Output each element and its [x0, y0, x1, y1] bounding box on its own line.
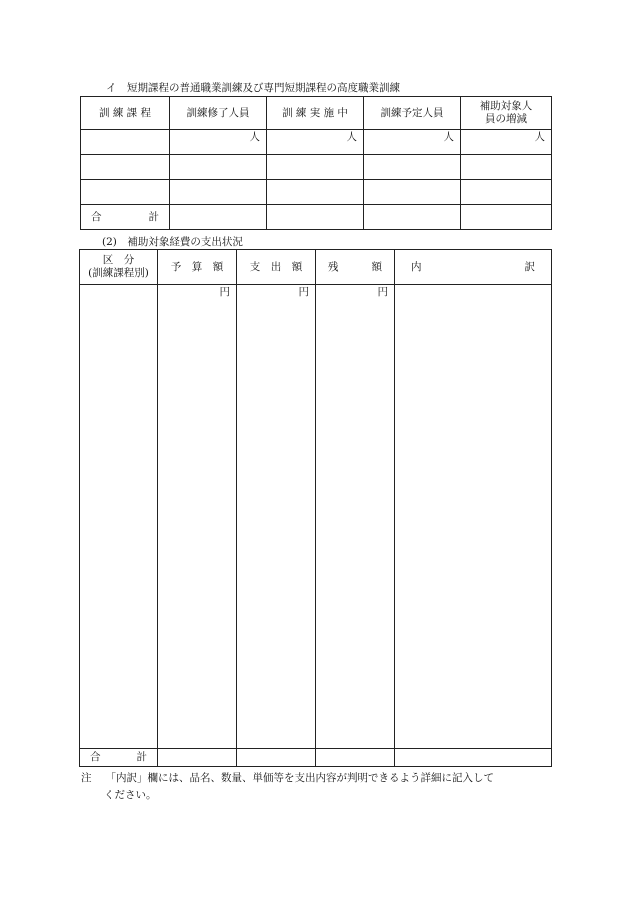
total-label-right: 計 — [136, 751, 147, 763]
change-cell[interactable] — [461, 180, 552, 205]
course-cell[interactable] — [81, 180, 170, 205]
note-label: 注 — [81, 772, 92, 784]
note — [81, 770, 561, 804]
header-kubun-line2: (訓練課程別) — [88, 267, 149, 279]
header-change — [461, 97, 552, 130]
completed-cell[interactable]: 人 — [170, 130, 267, 155]
ongoing-cell[interactable]: 人 — [267, 130, 364, 155]
table-row — [81, 155, 552, 180]
balance-cell[interactable]: 円 — [316, 285, 395, 749]
total-change-cell[interactable] — [461, 205, 552, 230]
total-ongoing-cell[interactable] — [267, 205, 364, 230]
change-cell[interactable] — [461, 155, 552, 180]
planned-cell[interactable] — [364, 155, 461, 180]
completed-cell[interactable] — [170, 155, 267, 180]
total-row — [80, 749, 552, 767]
breakdown-cell[interactable] — [395, 285, 552, 749]
note-line1: 「内訳」欄には、品名、数量、単価等を支出内容が判明できるよう詳細に記入して — [105, 772, 494, 784]
section-i-title: イ 短期課程の普通職業訓練及び専門短期課程の高度職業訓練 — [106, 82, 400, 94]
total-label-right: 計 — [148, 210, 159, 223]
course-cell[interactable] — [81, 155, 170, 180]
planned-cell[interactable] — [364, 180, 461, 205]
planned-cell[interactable]: 人 — [364, 130, 461, 155]
header-ongoing: 訓 練 実 施 中 — [267, 97, 364, 130]
total-row — [81, 205, 552, 230]
total-expense-cell[interactable] — [237, 749, 316, 767]
section-2-title: (2) 補助対象経費の支出状況 — [102, 236, 243, 248]
completed-cell[interactable] — [170, 180, 267, 205]
table-row — [80, 285, 552, 749]
total-balance-cell[interactable] — [316, 749, 395, 767]
header-balance-right: 額 — [371, 260, 382, 273]
header-course: 訓 練 課 程 — [81, 97, 170, 130]
course-cell[interactable] — [81, 130, 170, 155]
header-expense: 支 出 額 — [237, 250, 316, 285]
total-label-left: 合 — [90, 751, 101, 763]
header-kubun-line1: 区 分 — [102, 254, 135, 266]
header-breakdown-right: 訳 — [524, 260, 535, 273]
total-label — [80, 749, 158, 767]
table-row — [81, 130, 552, 155]
header-kubun — [80, 250, 158, 285]
header-planned: 訓練予定人員 — [364, 97, 461, 130]
table-row — [81, 180, 552, 205]
total-breakdown-cell[interactable] — [395, 749, 552, 767]
header-balance — [316, 250, 395, 285]
note-line2: ください。 — [104, 789, 157, 801]
header-breakdown-left: 内 — [411, 260, 422, 273]
header-change-line1: 補助対象人 — [479, 100, 533, 112]
ongoing-cell[interactable] — [267, 180, 364, 205]
expense-status-table — [79, 249, 552, 767]
expense-cell[interactable]: 円 — [237, 285, 316, 749]
table-header-row — [80, 250, 552, 285]
training-personnel-table — [80, 96, 552, 230]
header-balance-left: 残 — [328, 260, 339, 273]
header-change-line2: 員の増減 — [485, 113, 527, 125]
kubun-cell[interactable] — [80, 285, 158, 749]
table-header-row — [81, 97, 552, 130]
total-label-left: 合 — [91, 210, 102, 223]
header-breakdown — [395, 250, 552, 285]
ongoing-cell[interactable] — [267, 155, 364, 180]
total-label — [81, 205, 170, 230]
header-budget: 予 算 額 — [158, 250, 237, 285]
change-cell[interactable]: 人 — [461, 130, 552, 155]
total-planned-cell[interactable] — [364, 205, 461, 230]
budget-cell[interactable]: 円 — [158, 285, 237, 749]
total-completed-cell[interactable] — [170, 205, 267, 230]
total-budget-cell[interactable] — [158, 749, 237, 767]
header-completed: 訓練修了人員 — [170, 97, 267, 130]
